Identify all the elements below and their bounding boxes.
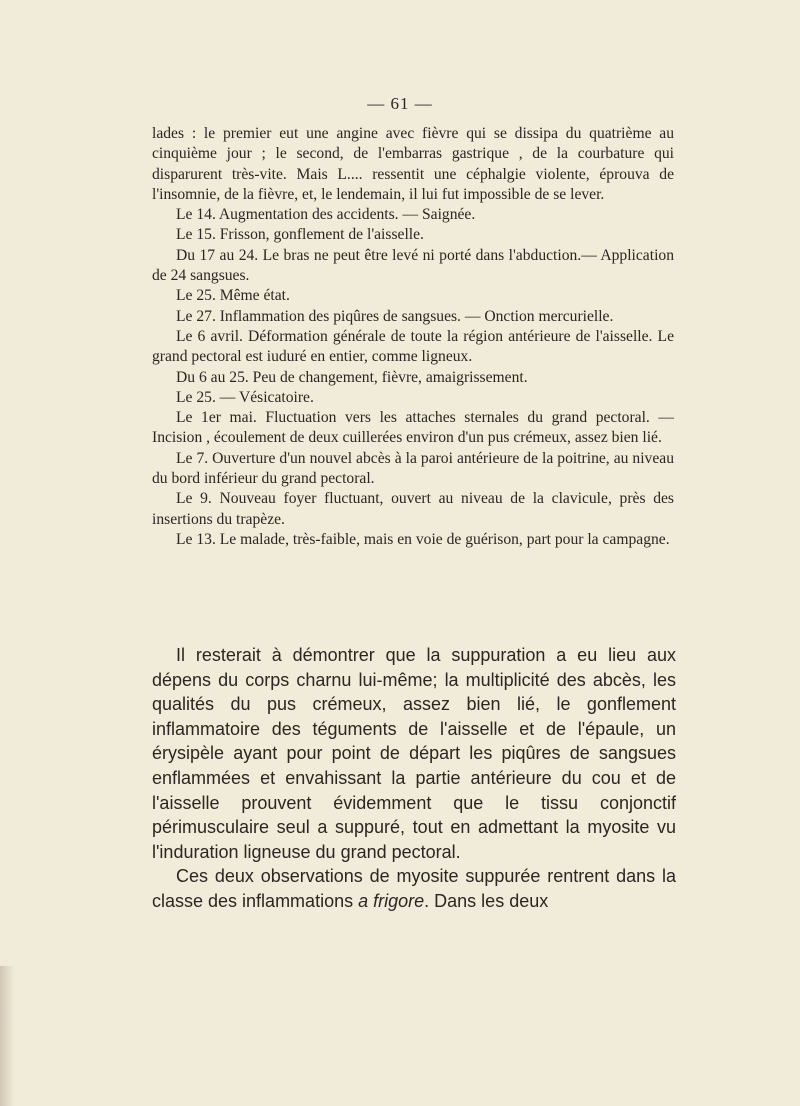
observation-paragraph: Le 7. Ouverture d'un nouvel abcès à la paroi antérieure de la poitrine, au niveau du bord inférieur du grand pectoral. <box>152 449 674 488</box>
observation-paragraph: Le 6 avril. Déformation générale de toute la région antérieure de l'aisselle. Le grand pectoral est iuduré en entier, comme ligneux. <box>152 327 674 366</box>
observation-paragraph: Du 6 au 25. Peu de changement, fièvre, amaigrissement. <box>176 368 528 386</box>
commentary-text: Ces deux observations de myosite suppurée rentrent dans la classe des inflammations <box>152 866 676 911</box>
observation-paragraph: Le 14. Augmentation des accidents. — Saignée. <box>176 206 476 224</box>
observation-paragraph: Le 13. Le malade, très-faible, mais en voie de guérison, part pour la campagne. <box>176 530 670 548</box>
observation-paragraph: Le 9. Nouveau foyer fluctuant, ouvert au niveau de la clavicule, près des insertions du trapèze. <box>152 490 674 528</box>
commentary-text: . Dans les deux <box>424 890 549 911</box>
commentary-paragraph: Il resterait à démontrer que la suppuration a eu lieu aux dépens du corps charnu lui-même; la multiplicité des abcès, les qualités du pus crémeux, assez bien lié, le gonflement inflammatoire des téguments de l'aisselle et de l'épaule, un érysipèle ayant pour point de départ les piqûres de sangsues enflammées et envahissant la partie antérieure du cou et de l'aisselle prouvent évidemment que le tissu conjonctif périmusculaire seul a suppuré, tout en admettant la myosite vu l'induration ligneuse du grand pectoral. <box>152 645 676 862</box>
case-observation-block <box>152 124 674 550</box>
page-edge-shadow <box>0 966 14 1106</box>
observation-paragraph: Du 17 au 24. Le bras ne peut être levé ni porté dans l'abduction.— Application de 24 sangsues. <box>152 246 674 285</box>
page-number-header: — 61 — <box>367 94 433 113</box>
observation-paragraph: Le 25. Même état. <box>176 287 290 305</box>
observation-paragraph: lades : le premier eut une angine avec fièvre qui se dissipa du quatrième au cinquième jour ; le second, de l'embarras gastrique , de la courbature qui disparurent très-vite. Mais L.... ressentit une céphalgie violente, éprouva de l'insomnie, de la fièvre, et, le lendemain, il lui fut impossible de se lever. <box>152 125 674 203</box>
observation-paragraph: Le 27. Inflammation des piqûres de sangsues. — Onction mercurielle. <box>176 307 614 325</box>
observation-paragraph: Le 25. — Vésicatoire. <box>176 388 314 406</box>
commentary-block <box>152 643 676 914</box>
commentary-paragraph-2 <box>152 864 676 913</box>
italic-term: a frigore <box>358 890 425 911</box>
observation-paragraph: Le 1er mai. Fluctuation vers les attaches sternales du grand pectoral. — Incision , écoulement de deux cuillerées environ d'un pus crémeux, assez bien lié. <box>152 409 674 447</box>
observation-paragraph: Le 15. Frisson, gonflement de l'aisselle. <box>176 226 424 244</box>
